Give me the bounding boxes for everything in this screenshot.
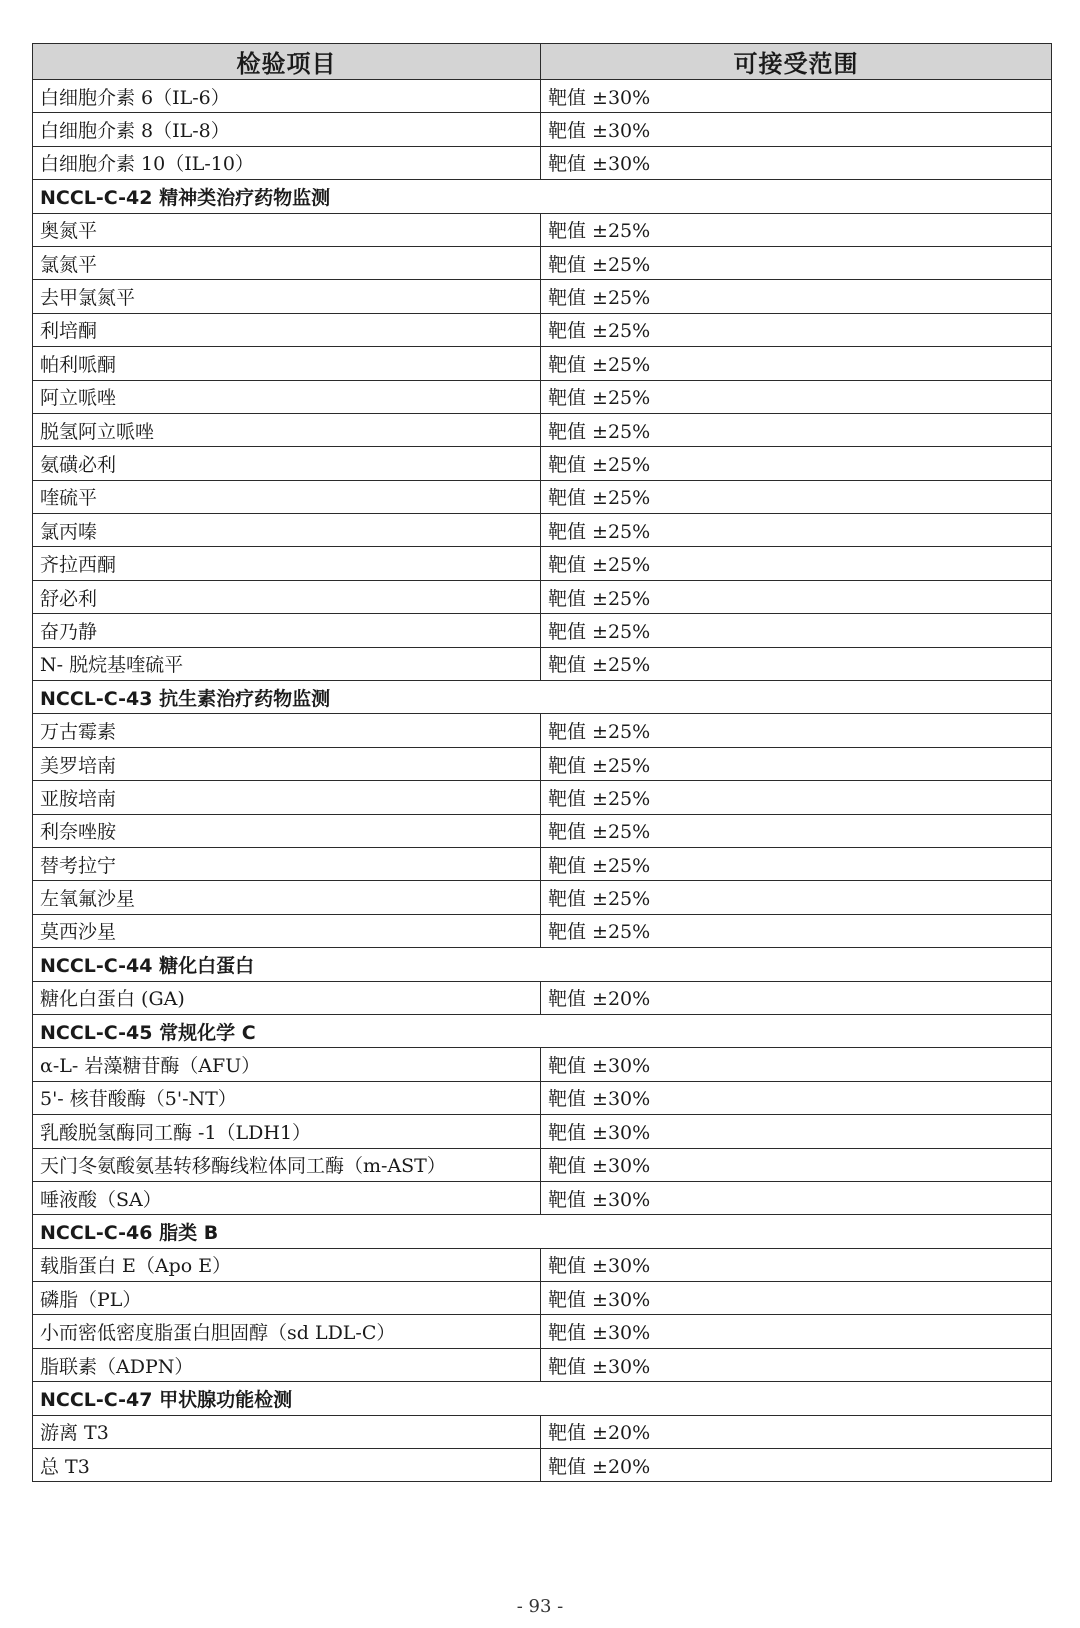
- table-row: [33, 781, 1052, 814]
- acceptable-range-cell: 靶值 ±25%: [541, 647, 1052, 680]
- acceptable-range-cell: 靶值 ±25%: [541, 447, 1052, 480]
- acceptable-range-cell: 靶值 ±25%: [541, 580, 1052, 613]
- test-item-cell: 氨磺必利: [33, 447, 541, 480]
- test-item-cell: 白细胞介素 8（IL-8）: [33, 113, 541, 146]
- test-item-cell: 脂联素（ADPN）: [33, 1348, 541, 1381]
- table-row: [33, 1148, 1052, 1181]
- acceptable-range-cell: 靶值 ±25%: [541, 714, 1052, 747]
- table-row: [33, 1449, 1052, 1482]
- table-row: [33, 1348, 1052, 1381]
- test-item-cell: 乳酸脱氢酶同工酶 -1（LDH1）: [33, 1115, 541, 1148]
- table-row: [33, 981, 1052, 1014]
- table-row: [33, 614, 1052, 647]
- table-row: [33, 1315, 1052, 1348]
- table-row: [33, 1181, 1052, 1214]
- acceptable-range-cell: 靶值 ±25%: [541, 914, 1052, 947]
- acceptable-range-cell: 靶值 ±25%: [541, 814, 1052, 847]
- table-row: [33, 1282, 1052, 1315]
- test-item-cell: 白细胞介素 6（IL-6）: [33, 80, 541, 113]
- test-item-cell: 小而密低密度脂蛋白胆固醇（sd LDL-C）: [33, 1315, 541, 1348]
- acceptable-range-cell: 靶值 ±30%: [541, 113, 1052, 146]
- acceptable-range-cell: 靶值 ±20%: [541, 1449, 1052, 1482]
- test-item-cell: 帕利哌酮: [33, 347, 541, 380]
- acceptable-range-cell: 靶值 ±25%: [541, 514, 1052, 547]
- section-title: NCCL-C-44 糖化白蛋白: [33, 948, 1052, 981]
- test-item-cell: 舒必利: [33, 580, 541, 613]
- test-item-cell: 左氧氟沙星: [33, 881, 541, 914]
- acceptable-range-cell: 靶值 ±25%: [541, 480, 1052, 513]
- test-item-cell: 阿立哌唑: [33, 380, 541, 413]
- section-title: NCCL-C-42 精神类治疗药物监测: [33, 180, 1052, 213]
- section-title: NCCL-C-46 脂类 B: [33, 1215, 1052, 1248]
- acceptable-range-cell: 靶值 ±25%: [541, 280, 1052, 313]
- header-acceptable-range: 可接受范围: [541, 44, 1052, 80]
- acceptable-range-cell: 靶值 ±30%: [541, 1081, 1052, 1114]
- test-item-cell: 利培酮: [33, 313, 541, 346]
- section-title: NCCL-C-45 常规化学 C: [33, 1014, 1052, 1047]
- section-row: [33, 1382, 1052, 1415]
- test-item-cell: 载脂蛋白 E（Apo E）: [33, 1248, 541, 1281]
- table-row: [33, 447, 1052, 480]
- table-row: [33, 347, 1052, 380]
- table-row: [33, 747, 1052, 780]
- table-row: [33, 647, 1052, 680]
- acceptable-range-cell: 靶值 ±30%: [541, 146, 1052, 179]
- test-item-cell: 氯丙嗪: [33, 514, 541, 547]
- acceptable-range-cell: 靶值 ±25%: [541, 380, 1052, 413]
- acceptable-range-cell: 靶值 ±25%: [541, 413, 1052, 446]
- table-row: [33, 246, 1052, 279]
- table-row: [33, 514, 1052, 547]
- acceptable-range-cell: 靶值 ±25%: [541, 347, 1052, 380]
- section-title: NCCL-C-43 抗生素治疗药物监测: [33, 681, 1052, 714]
- table-row: [33, 280, 1052, 313]
- acceptable-range-cell: 靶值 ±25%: [541, 614, 1052, 647]
- acceptable-range-cell: 靶值 ±25%: [541, 246, 1052, 279]
- test-item-cell: 游离 T3: [33, 1415, 541, 1448]
- table-row: [33, 146, 1052, 179]
- test-item-cell: 喹硫平: [33, 480, 541, 513]
- test-item-cell: 天门冬氨酸氨基转移酶线粒体同工酶（m-AST）: [33, 1148, 541, 1181]
- test-item-cell: 齐拉西酮: [33, 547, 541, 580]
- test-item-cell: 奥氮平: [33, 213, 541, 246]
- table-row: [33, 814, 1052, 847]
- acceptable-range-cell: 靶值 ±25%: [541, 781, 1052, 814]
- test-item-cell: 万古霉素: [33, 714, 541, 747]
- acceptable-range-cell: 靶值 ±30%: [541, 80, 1052, 113]
- table-row: [33, 113, 1052, 146]
- test-item-cell: 糖化白蛋白 (GA): [33, 981, 541, 1014]
- acceptable-range-cell: 靶值 ±25%: [541, 881, 1052, 914]
- acceptable-range-cell: 靶值 ±30%: [541, 1348, 1052, 1381]
- table-row: [33, 547, 1052, 580]
- acceptable-range-cell: 靶值 ±30%: [541, 1181, 1052, 1214]
- test-item-cell: 替考拉宁: [33, 847, 541, 880]
- acceptable-range-cell: 靶值 ±30%: [541, 1048, 1052, 1081]
- acceptable-range-cell: 靶值 ±25%: [541, 747, 1052, 780]
- table-row: [33, 714, 1052, 747]
- test-item-cell: 白细胞介素 10（IL-10）: [33, 146, 541, 179]
- acceptable-range-cell: 靶值 ±25%: [541, 847, 1052, 880]
- acceptable-range-cell: 靶值 ±25%: [541, 547, 1052, 580]
- table-row: [33, 847, 1052, 880]
- table-row: [33, 480, 1052, 513]
- test-item-cell: 5'- 核苷酸酶（5'-NT）: [33, 1081, 541, 1114]
- section-row: [33, 1215, 1052, 1248]
- table-row: [33, 380, 1052, 413]
- test-item-cell: 唾液酸（SA）: [33, 1181, 541, 1214]
- acceptable-range-cell: 靶值 ±30%: [541, 1248, 1052, 1281]
- table-row: [33, 1115, 1052, 1148]
- table-row: [33, 580, 1052, 613]
- page-number: - 93 -: [516, 1596, 564, 1617]
- test-item-cell: 美罗培南: [33, 747, 541, 780]
- acceptable-range-cell: 靶值 ±25%: [541, 313, 1052, 346]
- table-row: [33, 1415, 1052, 1448]
- table-row: [33, 213, 1052, 246]
- acceptable-range-cell: 靶值 ±30%: [541, 1282, 1052, 1315]
- reference-range-table: [32, 43, 1052, 1482]
- section-title: NCCL-C-47 甲状腺功能检测: [33, 1382, 1052, 1415]
- test-item-cell: 总 T3: [33, 1449, 541, 1482]
- test-item-cell: 磷脂（PL）: [33, 1282, 541, 1315]
- table-body: [33, 80, 1052, 1482]
- acceptable-range-cell: 靶值 ±25%: [541, 213, 1052, 246]
- test-item-cell: 莫西沙星: [33, 914, 541, 947]
- test-item-cell: 亚胺培南: [33, 781, 541, 814]
- table-row: [33, 1081, 1052, 1114]
- test-item-cell: 脱氢阿立哌唑: [33, 413, 541, 446]
- test-item-cell: α-L- 岩藻糖苷酶（AFU）: [33, 1048, 541, 1081]
- test-item-cell: 奋乃静: [33, 614, 541, 647]
- test-item-cell: N- 脱烷基喹硫平: [33, 647, 541, 680]
- acceptable-range-cell: 靶值 ±30%: [541, 1115, 1052, 1148]
- table-row: [33, 313, 1052, 346]
- section-row: [33, 1014, 1052, 1047]
- section-row: [33, 681, 1052, 714]
- test-item-cell: 利奈唑胺: [33, 814, 541, 847]
- acceptable-range-cell: 靶值 ±20%: [541, 981, 1052, 1014]
- table-row: [33, 413, 1052, 446]
- table-row: [33, 1248, 1052, 1281]
- acceptable-range-cell: 靶值 ±30%: [541, 1148, 1052, 1181]
- table-row: [33, 914, 1052, 947]
- section-row: [33, 948, 1052, 981]
- header-test-item: 检验项目: [33, 44, 541, 80]
- table-row: [33, 1048, 1052, 1081]
- table-row: [33, 80, 1052, 113]
- acceptable-range-cell: 靶值 ±20%: [541, 1415, 1052, 1448]
- section-row: [33, 180, 1052, 213]
- table-header-row: [33, 44, 1052, 80]
- table-row: [33, 881, 1052, 914]
- acceptable-range-cell: 靶值 ±30%: [541, 1315, 1052, 1348]
- test-item-cell: 氯氮平: [33, 246, 541, 279]
- test-item-cell: 去甲氯氮平: [33, 280, 541, 313]
